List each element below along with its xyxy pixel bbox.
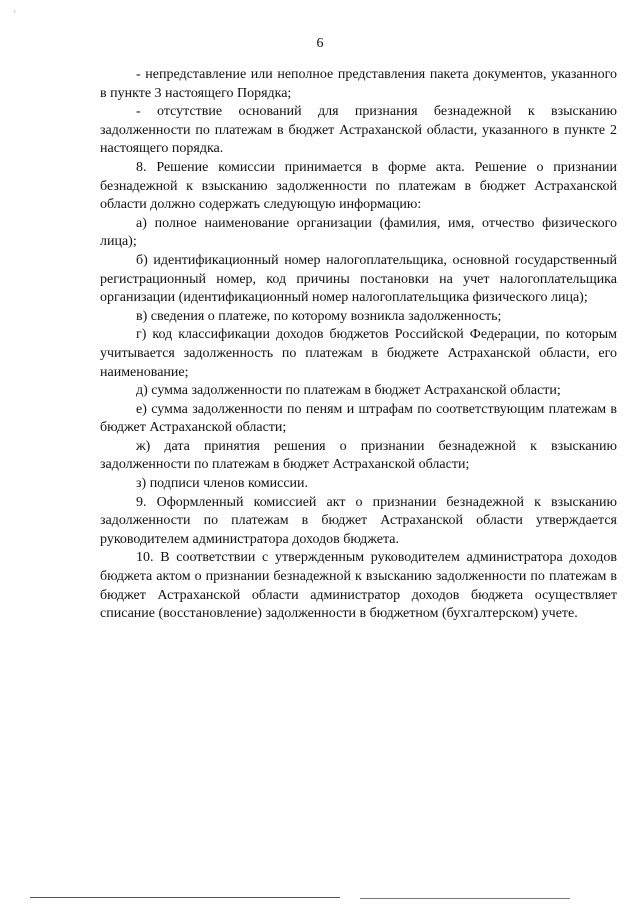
- bottom-divider-left: [30, 897, 340, 898]
- paragraph-clause-9: 9. Оформленный комиссией акт о признании безнадежной к взысканию задолженности по платежам в бюджет Астраханской области утверждается руководителем администратора доходов бюджета.: [100, 494, 617, 547]
- corner-mark: ': [14, 9, 16, 19]
- paragraph-item-v: в) сведения о платеже, по которому возникла задолженность;: [136, 308, 502, 324]
- document-body: [100, 66, 617, 624]
- paragraph-item-z: з) подписи членов комиссии.: [136, 476, 309, 492]
- paragraph-item-b: б) идентификационный номер налогоплательщика, основной государственный регистрационный номер, код причины постановки на учет налогоплательщика организации (идентификационный номер налогоплательщика физического лица);: [100, 252, 617, 306]
- bottom-divider-right: [360, 898, 570, 899]
- paragraph-list-item-no-grounds: - отсутствие оснований для признания безнадежной к взысканию задолженности по платежам в бюджет Астраханской области, указанного в пункте 2 настоящего порядка.: [100, 104, 617, 157]
- paragraph-clause-8: 8. Решение комиссии принимается в форме акта. Решение о признании безнадежной к взысканию задолженности по платежам в бюджет Астраханской области должно содержать следующую информацию:: [100, 159, 617, 213]
- page-number: 6: [316, 36, 324, 51]
- paragraph-item-zh: ж) дата принятия решения о признании безнадежной к взысканию задолженности по платежам в бюджет Астраханской области;: [100, 438, 617, 473]
- paragraph-item-e: е) сумма задолженности по пеням и штрафам по соответствующим платежам в бюджет Астраханской области;: [100, 401, 617, 436]
- paragraph-clause-10: 10. В соответствии с утвержденным руководителем администратора доходов бюджета актом о признании безнадежной к взысканию задолженности по платежам в бюджет Астраханской области администратор доходов бюджета осуществляет списание (восстановление) задолженности в бюджетном (бухгалтерском) учете.: [100, 550, 617, 622]
- paragraph-item-g: г) код классификации доходов бюджетов Российской Федерации, по которым учитывается задолженность по платежам в бюджете Астраханской области, его наименование;: [100, 327, 617, 380]
- paragraph-item-d: д) сумма задолженности по платежам в бюджет Астраханской области;: [136, 383, 561, 399]
- paragraph-item-a: а) полное наименование организации (фамилия, имя, отчество физического лица);: [100, 215, 617, 250]
- paragraph-list-item-nonsubmission: - непредставление или неполное представления пакета документов, указанного в пункте 3 настоящего Порядка;: [100, 67, 617, 101]
